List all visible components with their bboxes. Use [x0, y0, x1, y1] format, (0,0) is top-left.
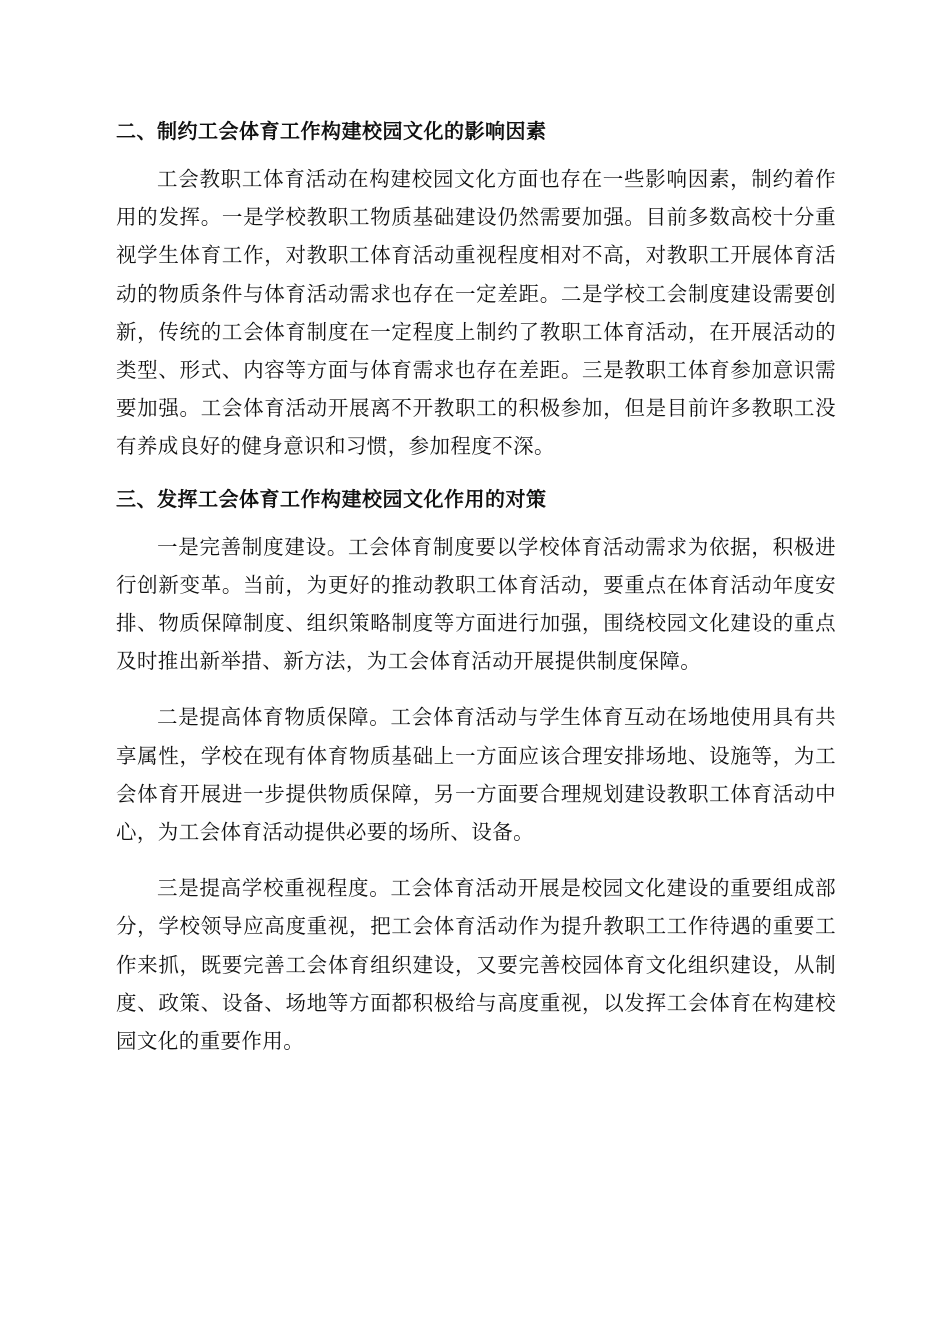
- section-heading: 二、制约工会体育工作构建校园文化的影响因素: [116, 119, 547, 143]
- body-paragraph: 三是提高学校重视程度。工会体育活动开展是校园文化建设的重要组成部分，学校领导应高度重视，把工会体育活动作为提升教职工工作待遇的重要工作来抓，既要完善工会体育组织建设，又要完善校园体育文化组织建设，从制度、政策、设备、场地等方面都积极给与高度重视，以发挥工会体育在构建校园文化的重要作用。: [116, 876, 836, 1054]
- body-paragraph: 一是完善制度建设。工会体育制度要以学校体育活动需求为依据，积极进行创新变革。当前，为更好的推动教职工体育活动，要重点在体育活动年度安排、物质保障制度、组织策略制度等方面进行加强，围绕校园文化建设的重点及时推出新举措、新方法，为工会体育活动开展提供制度保障。: [116, 534, 836, 674]
- body-paragraph: 二是提高体育物质保障。工会体育活动与学生体育互动在场地使用具有共享属性，学校在现有体育物质基础上一方面应该合理安排场地、设施等，为工会体育开展进一步提供物质保障，另一方面要合理规划建设教职工体育活动中心，为工会体育活动提供必要的场所、设备。: [116, 705, 836, 845]
- section-heading: 三、发挥工会体育工作构建校园文化作用的对策: [116, 486, 547, 511]
- section-influencing-factors: [116, 112, 836, 466]
- document-body: [116, 112, 836, 1074]
- body-paragraph: 工会教职工体育活动在构建校园文化方面也存在一些影响因素，制约着作用的发挥。一是学校教职工物质基础建设仍然需要加强。目前多数高校十分重视学生体育工作，对教职工体育活动重视程度相对不高，对教职工开展体育活动的物质条件与体育活动需求也存在一定差距。二是学校工会制度建设需要创新，传统的工会体育制度在一定程度上制约了教职工体育活动，在开展活动的类型、形式、内容等方面与体育需求也存在差距。三是教职工体育参加意识需要加强。工会体育活动开展离不开教职工的积极参加，但是目前许多教职工没有养成良好的健身意识和习惯，参加程度不深。: [116, 167, 836, 459]
- section-countermeasures: [116, 480, 836, 1061]
